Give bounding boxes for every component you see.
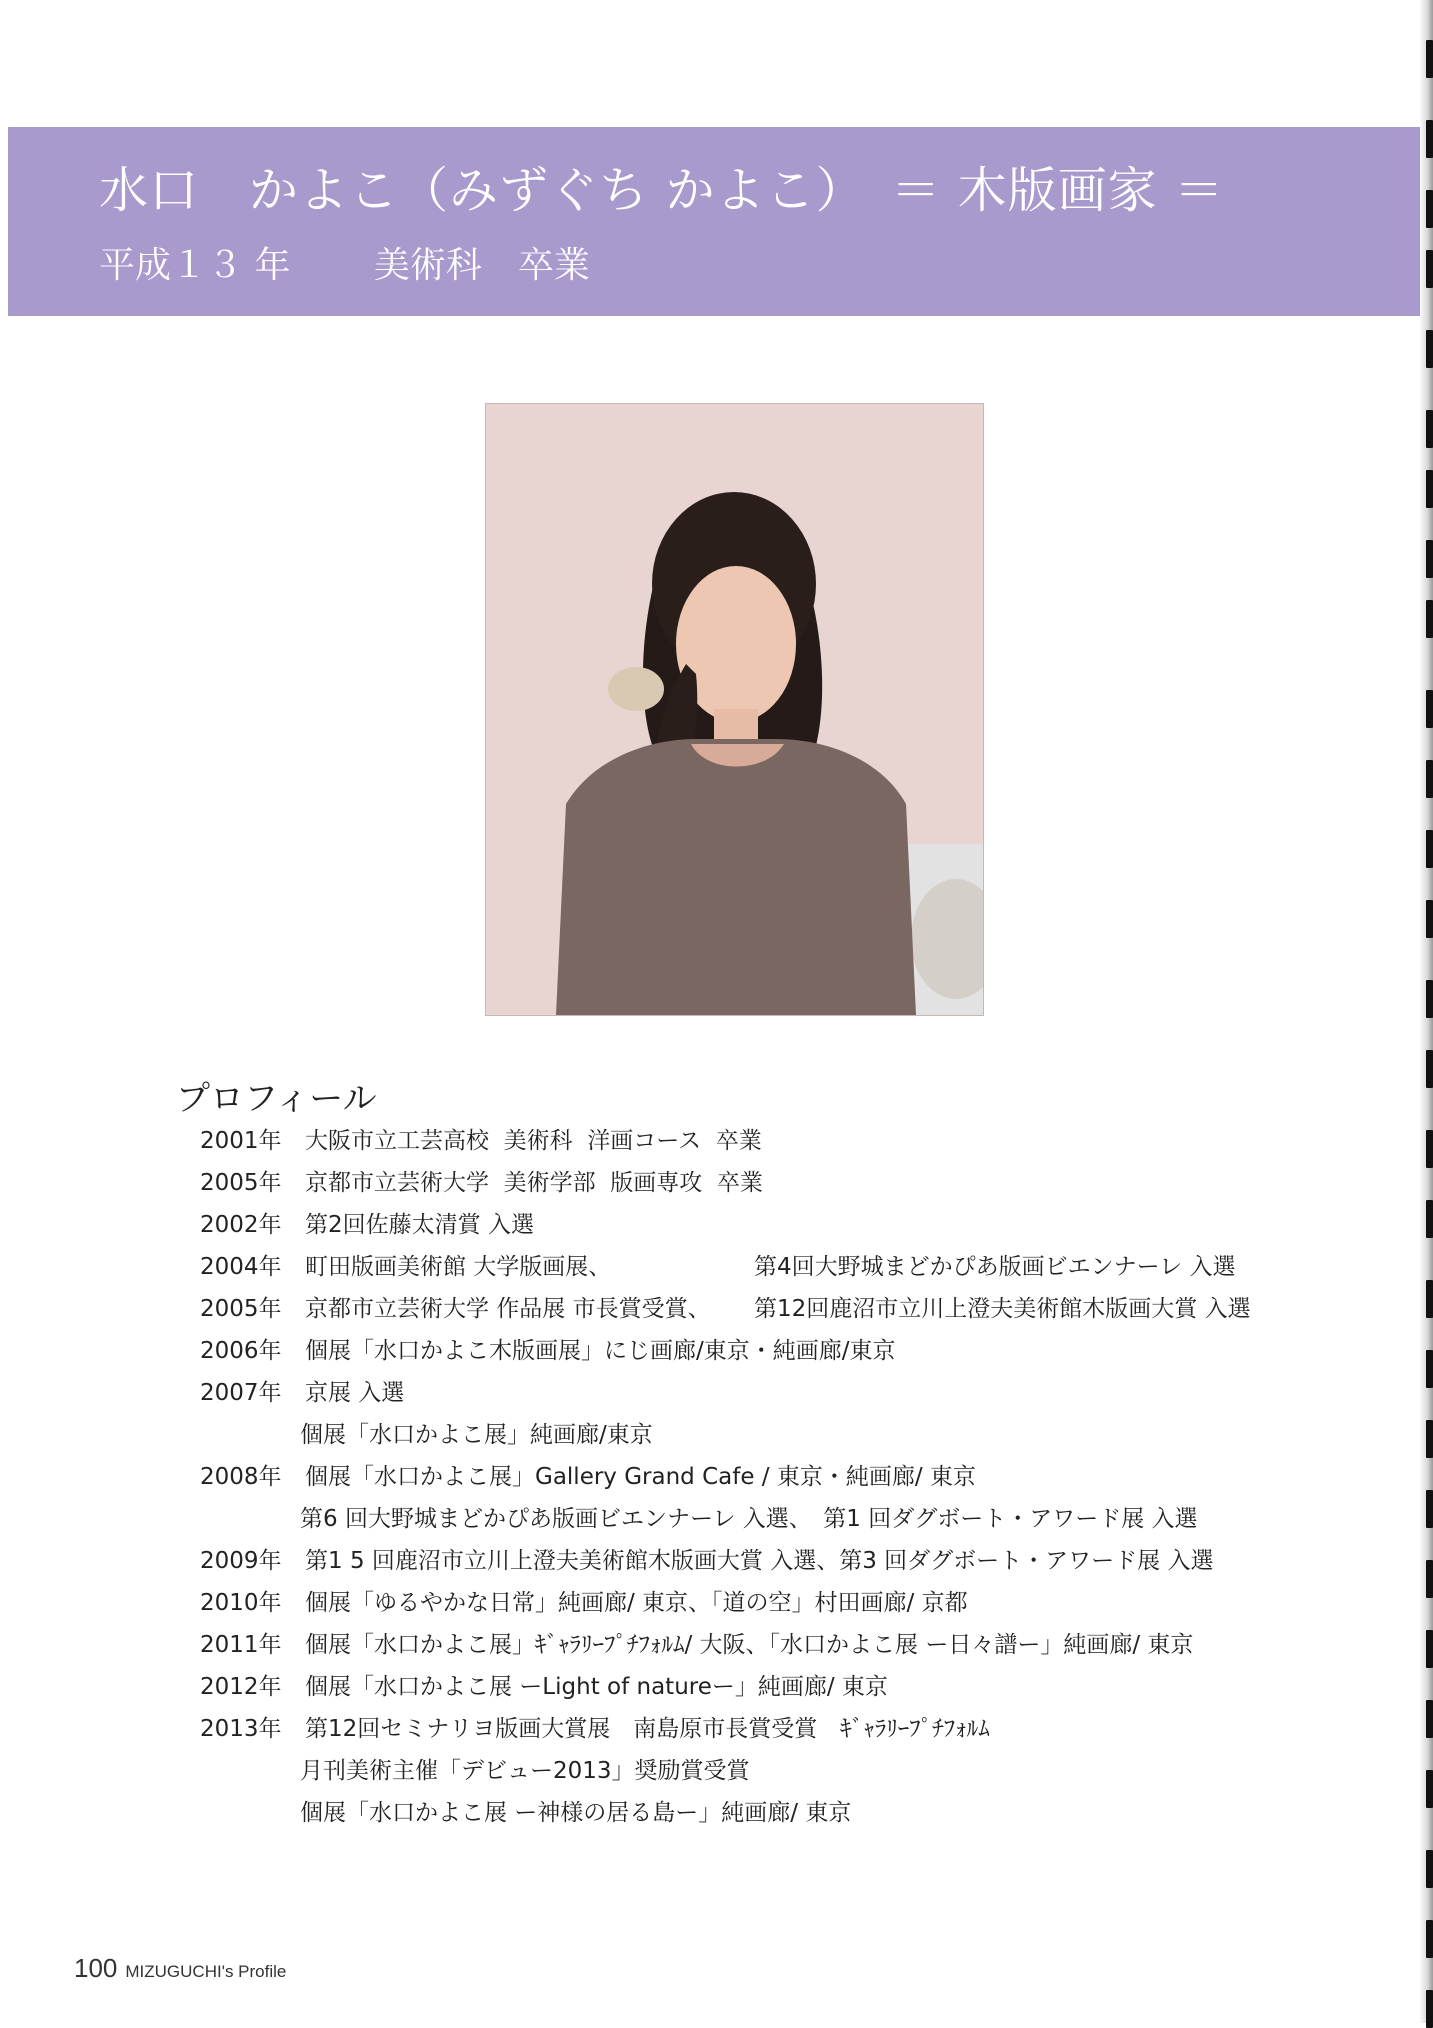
- entry-year: 2004年: [200, 1254, 282, 1280]
- entry-text: 個展「水口かよこ展」Gallery Grand Cafe / 東京・純画廊/ 東京: [305, 1464, 976, 1490]
- entry-text: 第6 回大野城まどかぴあ版画ビエンナーレ 入選、 第1 回ダグボート・アワード展 入選: [300, 1506, 1198, 1532]
- profile-entry: [0, 1246, 1433, 1288]
- entry-text: 京都市立芸術大学 美術学部 版画専攻 卒業: [305, 1170, 763, 1196]
- entry-year: 2010年: [200, 1590, 282, 1616]
- entry-text: 京展 入選: [305, 1380, 405, 1406]
- entry-year: 2009年: [200, 1548, 282, 1574]
- entry-year: 2011年: [200, 1632, 282, 1658]
- page-number: 100: [74, 1953, 118, 1983]
- profile-entry: [0, 1120, 1433, 1162]
- profile-entry: [0, 1708, 1433, 1750]
- page-title: 水口 かよこ（みずぐち かよこ） ＝ 木版画家 ＝: [99, 162, 1225, 219]
- profile-entry: [0, 1624, 1433, 1666]
- title-banner: [8, 127, 1420, 316]
- entry-text: 個展「ゆるやかな日常」純画廊/ 東京、「道の空」村田画廊/ 京都: [305, 1590, 968, 1616]
- profile-entry: [0, 1372, 1433, 1414]
- entry-text: 大阪市立工芸高校 美術科 洋画コース 卒業: [305, 1128, 762, 1154]
- entry-text: 京都市立芸術大学 作品展 市長賞受賞、: [305, 1296, 711, 1322]
- entry-year: 2002年: [200, 1212, 282, 1238]
- entry-year: 2008年: [200, 1464, 282, 1490]
- entry-text: 第1 5 回鹿沼市立川上澄夫美術館木版画大賞 入選、第3 回ダグボート・アワード展 入選: [305, 1548, 1214, 1574]
- profile-entry: [0, 1330, 1433, 1372]
- profile-entry: [0, 1792, 1433, 1834]
- entry-year: 2001年: [200, 1128, 282, 1154]
- entry-text: 第12回セミナリヨ版画大賞展 南島原市長賞受賞 ｷﾞｬﾗﾘｰﾌﾟﾁﾌｫﾙﾑ: [305, 1716, 990, 1742]
- entry-year: 2006年: [200, 1338, 282, 1364]
- entry-text-secondary: 第4回大野城まどかぴあ版画ビエンナーレ 入選: [754, 1254, 1236, 1280]
- entry-year: 2005年: [200, 1296, 282, 1322]
- profile-entry: [0, 1582, 1433, 1624]
- entry-text: 町田版画美術館 大学版画展、: [305, 1254, 612, 1280]
- profile-entry: [0, 1666, 1433, 1708]
- entry-year: 2013年: [200, 1716, 282, 1742]
- profile-entry: [0, 1162, 1433, 1204]
- entry-year: 2005年: [200, 1170, 282, 1196]
- entry-text: 月刊美術主催「デビュー2013」奨励賞受賞: [300, 1758, 750, 1784]
- profile-entry: [0, 1498, 1433, 1540]
- profile-heading: プロフィール: [176, 1079, 377, 1119]
- entry-text: 第2回佐藤太清賞 入選: [305, 1212, 534, 1238]
- entry-year: 2007年: [200, 1380, 282, 1406]
- profile-entry: [0, 1414, 1433, 1456]
- profile-entry: [0, 1204, 1433, 1246]
- profile-entry: [0, 1288, 1433, 1330]
- page-footer: [74, 1953, 286, 1984]
- entry-text: 個展「水口かよこ展 ーLight of natureー」純画廊/ 東京: [305, 1674, 888, 1700]
- entry-text: 個展「水口かよこ展」ｷﾞｬﾗﾘｰﾌﾟﾁﾌｫﾙﾑ/ 大阪、「水口かよこ展 ー日々譜ー」純画廊/ 東京: [305, 1632, 1194, 1658]
- entry-text: 個展「水口かよこ木版画展」にじ画廊/東京・純画廊/東京: [305, 1338, 896, 1364]
- footer-label: MIZUGUCHI's Profile: [125, 1962, 287, 1981]
- entry-text: 個展「水口かよこ展 ー神様の居る島ー」純画廊/ 東京: [300, 1800, 852, 1826]
- graduation-subtitle: 平成１３ 年 美術科 卒業: [99, 245, 590, 286]
- entry-text: 個展「水口かよこ展」純画廊/東京: [300, 1422, 653, 1448]
- profile-entry: [0, 1540, 1433, 1582]
- entry-year: 2012年: [200, 1674, 282, 1700]
- artist-portrait: [486, 404, 983, 1015]
- profile-entry: [0, 1750, 1433, 1792]
- entry-text-secondary: 第12回鹿沼市立川上澄夫美術館木版画大賞 入選: [754, 1296, 1251, 1322]
- profile-entry: [0, 1456, 1433, 1498]
